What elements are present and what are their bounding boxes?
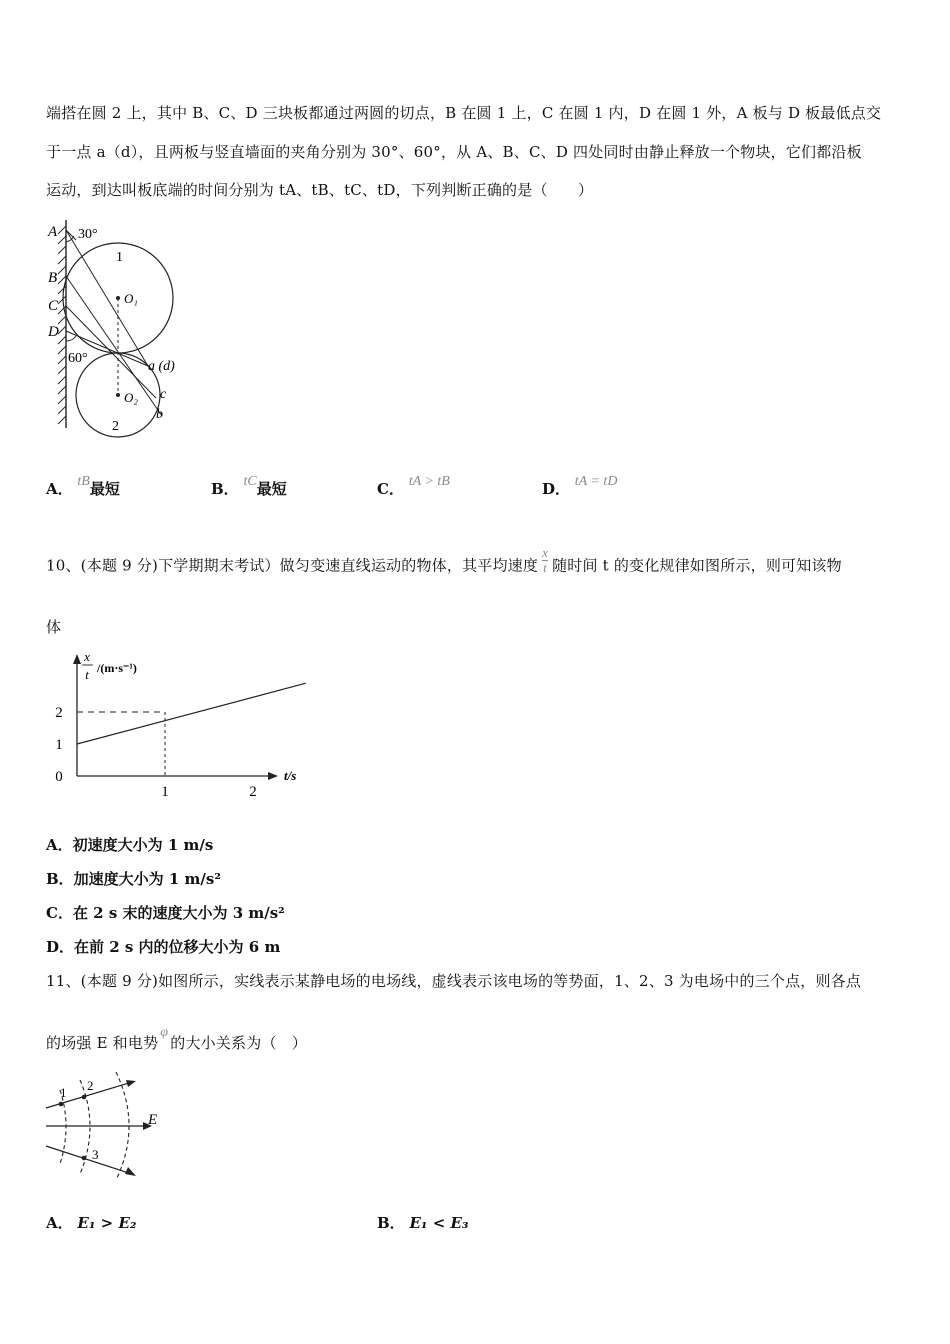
q10-chart	[44, 648, 314, 808]
q10-option-a[interactable]: A．初速度大小为 1 m/s	[46, 836, 214, 854]
option-math: tB	[77, 474, 90, 489]
q11-figure-field	[44, 1070, 169, 1182]
option-math: tA > tB	[408, 474, 450, 489]
q11-option-b[interactable]	[377, 1212, 469, 1233]
option-text: E₁ > E₂	[77, 1214, 137, 1232]
q11-suffix: 的大小关系为（ ）	[170, 1034, 308, 1052]
fig11-label-3: 3	[92, 1147, 99, 1162]
q9-text-line1: 端搭在圆 2 上，其中 B、C、D 三块板都通过两圆的切点，B 在圆 1 上，C 在圆 1 内，D 在圆 1 外，A 板与 D 板最低点交	[46, 104, 882, 122]
chart-x-tick-label: 2	[249, 784, 257, 800]
q9-option-c[interactable]	[377, 474, 450, 499]
q9-option-a[interactable]	[46, 474, 120, 499]
chart-y-tick-label: 2	[55, 705, 63, 721]
fig-label-30deg: 30°	[78, 227, 98, 242]
chart-xlabel: t/s	[284, 768, 297, 783]
q11-text-line2	[46, 1025, 308, 1053]
q11-text-line1: 11、(本题 9 分)如图所示，实线表示某静电场的电场线，虚线表示该电场的等势面，1、2、3 为电场中的三个点，则各点	[46, 972, 862, 990]
q9-option-b[interactable]	[211, 474, 287, 499]
q9-figure-circles	[44, 218, 194, 440]
chart-x-tick-label: 1	[161, 784, 169, 800]
frac-numerator: x	[542, 545, 549, 560]
chart-series-line	[77, 683, 306, 744]
fig-label-D: D	[48, 324, 59, 340]
option-math: tA = tD	[574, 474, 618, 489]
q10-text-line2: 体	[46, 618, 62, 636]
frac-denominator: t	[543, 560, 547, 575]
fig-label-B: B	[48, 270, 58, 286]
chart-ylabel-unit: /(m·s⁻¹)	[97, 661, 137, 675]
q10-option-b[interactable]: B．加速度大小为 1 m/s²	[46, 870, 221, 888]
q10-option-c[interactable]: C．在 2 s 末的速度大小为 3 m/s²	[46, 904, 285, 922]
chart-y-tick-label: 0	[55, 769, 63, 785]
chart-ylabel-num: x	[84, 649, 90, 664]
chart-y-tick-label: 1	[55, 737, 63, 753]
q9-text-line3: 运动，到达叫板底端的时间分别为 tA、tB、tC、tD，下列判断正确的是（ ）	[46, 181, 594, 199]
chart-ylabel-den: t	[85, 667, 89, 682]
fig-label-circle2: 2	[112, 419, 119, 434]
q11-phi: φ	[160, 1025, 169, 1040]
option-letter: D．	[542, 480, 571, 498]
fig11-label-1: 1	[60, 1085, 67, 1100]
option-letter: B．	[211, 480, 239, 498]
fig-label-C: C	[48, 298, 59, 314]
fig11-label-E: E	[148, 1112, 158, 1128]
fig-label-A: A	[48, 224, 58, 240]
option-letter: A．	[46, 480, 73, 498]
fig-label-O1: O₁	[124, 291, 138, 306]
q10-prefix: 10、(本题 9 分)下学期期末考试）做匀变速直线运动的物体，其平均速度	[46, 556, 539, 575]
option-math: tC	[243, 474, 257, 489]
option-letter: B．	[377, 1214, 405, 1232]
fig-label-a-d: a (d)	[148, 359, 175, 374]
q10-text-line1	[46, 545, 842, 581]
fig11-label-2: 2	[87, 1078, 94, 1093]
chart-y-arrow	[73, 654, 81, 664]
q9-option-d[interactable]	[542, 474, 618, 499]
option-letter: C．	[377, 480, 404, 498]
fig-label-60deg: 60°	[68, 351, 88, 366]
option-text: 最短	[89, 480, 120, 498]
fig-label-O2: O₂	[124, 390, 138, 405]
option-letter: A．	[46, 1214, 73, 1232]
fig-label-circle1: 1	[116, 250, 123, 265]
q10-suffix: 随时间 t 的变化规律如图所示，则可知该物	[552, 556, 842, 575]
q10-fraction	[542, 546, 548, 575]
fig-label-b: b	[156, 407, 163, 422]
q10-option-d[interactable]: D．在前 2 s 内的位移大小为 6 m	[46, 938, 281, 956]
chart-x-arrow	[268, 772, 278, 780]
q11-prefix: 的场强 E 和电势	[46, 1034, 159, 1052]
q11-option-a[interactable]	[46, 1212, 136, 1233]
q9-text-line2: 于一点 a（d），且两板与竖直墙面的夹角分别为 30°、60°，从 A、B、C、D 四处同时由静止释放一个物块，它们都沿板	[46, 143, 862, 161]
option-text: 最短	[256, 480, 287, 498]
option-text: E₁ < E₃	[409, 1214, 469, 1232]
fig-label-c: c	[160, 387, 167, 402]
